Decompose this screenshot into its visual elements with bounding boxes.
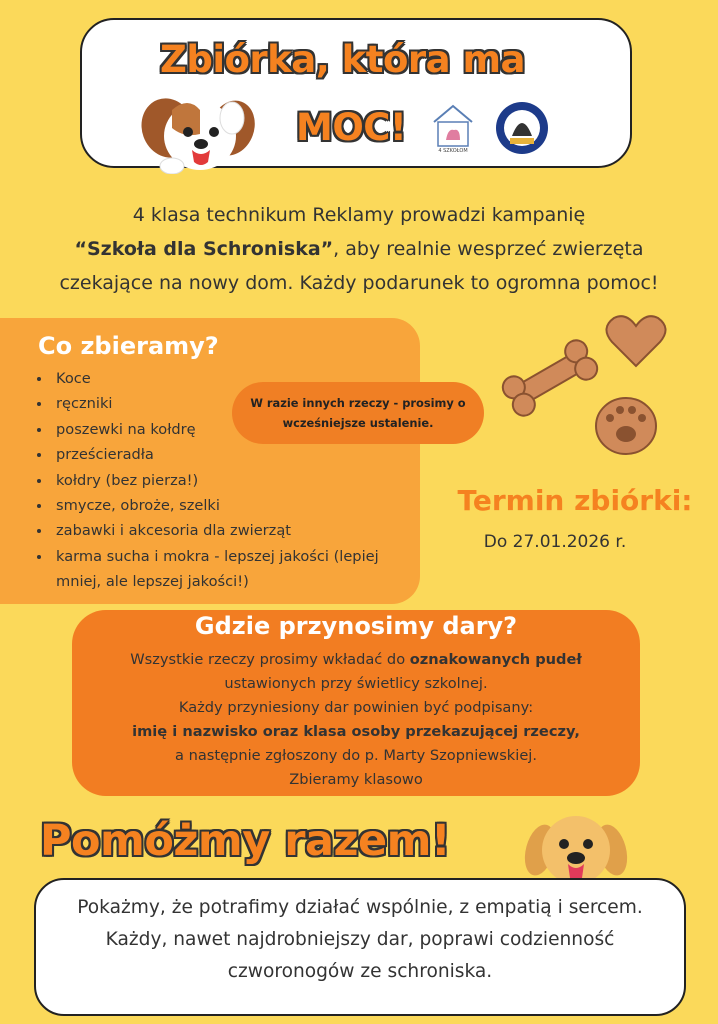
drop-off-text xyxy=(72,648,640,792)
intro-text xyxy=(0,198,718,300)
drop-off-line1-text: Wszystkie rzeczy prosimy wkładać do xyxy=(130,651,410,668)
school-shelter-logo-icon xyxy=(428,100,478,154)
list-item: • zabawki i akcesoria dla zwierząt xyxy=(52,518,452,543)
together-title: Pomóżmy razem! xyxy=(40,816,451,866)
campaign-name: “Szkoła dla Schroniska” xyxy=(74,238,334,260)
drop-off-line6: Zbieramy klasowo xyxy=(289,771,423,788)
drop-off-line3: Każdy przyniesiony dar powinien być podpisany: xyxy=(178,699,534,716)
bone-icon xyxy=(500,336,601,419)
drop-off-line5: a następnie zgłoszony do p. Marty Szopniewskiej. xyxy=(174,747,537,764)
closing-text xyxy=(34,892,686,988)
deadline-date: Do 27.01.2026 r. xyxy=(483,532,627,552)
closing-line1: Pokażmy, że potrafimy działać wspólnie, z empatią i sercem. xyxy=(77,897,643,918)
drop-off-line1-bold: oznakowanych pudeł xyxy=(409,651,582,668)
drop-off-line1 xyxy=(72,648,640,672)
closing-line2: Każdy, nawet najdrobniejszy dar, poprawi codzienność xyxy=(105,929,615,950)
page-title-line1: Zbiórka, która ma xyxy=(160,38,526,81)
school-emblem-logo-icon xyxy=(494,100,550,156)
drop-off-line4 xyxy=(72,720,640,744)
puppy-waving-icon xyxy=(132,88,262,174)
other-items-note xyxy=(232,382,484,444)
drop-off-title: Gdzie przynosimy dary? xyxy=(194,612,518,640)
list-item: • prześcieradła xyxy=(52,442,452,467)
collect-title: Co zbieramy? xyxy=(38,332,219,360)
drop-off-line4-bold: imię i nazwisko oraz klasa osoby przekazującej rzeczy, xyxy=(132,723,580,740)
deadline-title: Termin zbiórki: xyxy=(457,484,693,517)
closing-line3: czworonogów ze schroniska. xyxy=(227,961,493,982)
intro-line2 xyxy=(0,232,718,266)
page-title-line2: MOC! xyxy=(296,106,407,149)
logo1-text: 4 SZKOŁOM xyxy=(438,148,468,154)
list-item: • ręczniki xyxy=(52,391,452,416)
drop-off-line2: ustawionych przy świetlicy szkolnej. xyxy=(224,675,488,692)
intro-line3: czekające na nowy dom. Każdy podarunek to ogromna pomoc! xyxy=(59,272,659,294)
list-item: • Koce xyxy=(52,366,452,391)
list-item: • smycze, obroże, szelki xyxy=(52,493,452,518)
list-item: • poszewki na kołdrę xyxy=(52,417,452,442)
list-item: • karma sucha i mokra - lepszej jakości (lepiej mniej, ale lepszej jakości!) xyxy=(52,544,416,595)
intro-line1: 4 klasa technikum Reklamy prowadzi kampanię xyxy=(132,204,586,226)
paw-treat-icon xyxy=(596,398,656,454)
heart-treat-icon xyxy=(606,316,665,366)
intro-line2-rest: , aby realnie wesprzeć zwierzęta xyxy=(333,238,644,260)
list-item: • kołdry (bez pierza!) xyxy=(52,468,452,493)
dog-treats-icon xyxy=(500,308,672,468)
other-items-note-text: W razie innych rzeczy - prosimy o wcześniejsze ustalenie. xyxy=(250,396,466,430)
